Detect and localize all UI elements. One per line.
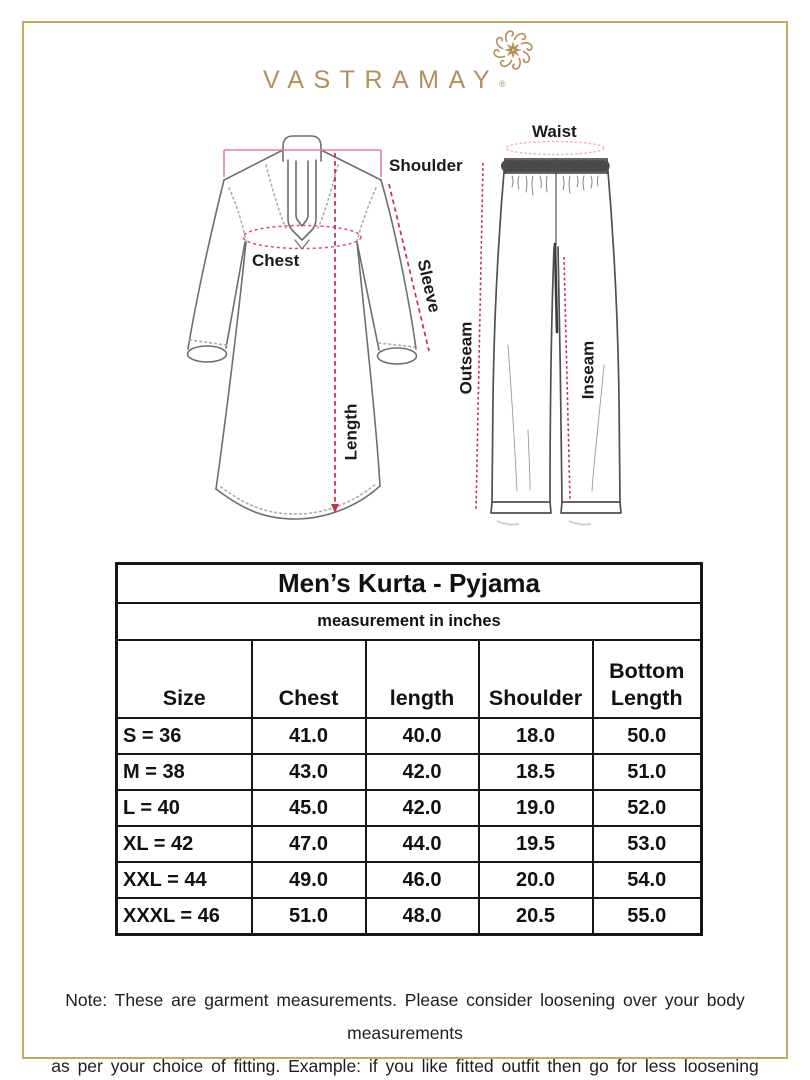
pyjama-left-leg-inner xyxy=(550,247,554,502)
column-header-size: Size xyxy=(117,640,252,718)
brand-wordmark: VASTRAMAY xyxy=(263,66,499,94)
value-cell: 42.0 xyxy=(366,790,479,826)
kurta-yoke-seam-left xyxy=(266,165,286,228)
pyjama-left-outline xyxy=(492,159,505,502)
value-cell: 53.0 xyxy=(593,826,702,862)
kurta-yoke-seam-right xyxy=(318,165,338,228)
diagram-labels xyxy=(252,122,598,460)
value-cell: 41.0 xyxy=(252,718,366,754)
size-cell: XXL = 44 xyxy=(117,862,252,898)
size-cell: XXXL = 46 xyxy=(117,898,252,935)
value-cell: 40.0 xyxy=(366,718,479,754)
kurta-right-sleeve-inner xyxy=(357,242,379,350)
pyjama-right-leg-inner xyxy=(558,247,562,502)
kurta-right-side-seam xyxy=(357,242,380,486)
column-header-shoulder: Shoulder xyxy=(479,640,593,718)
chest-measure-ellipse xyxy=(243,226,361,249)
kurta-outline xyxy=(188,136,417,519)
kurta-placket-inner xyxy=(296,161,308,226)
table-row xyxy=(117,862,702,898)
value-cell: 46.0 xyxy=(366,862,479,898)
table-row xyxy=(117,754,702,790)
value-cell: 20.5 xyxy=(479,898,593,935)
kurta-left-shoulder xyxy=(224,150,283,180)
pyjama-creases xyxy=(508,345,604,491)
kurta-right-cuff-stitch xyxy=(379,343,414,347)
pyjama-crotch-seam xyxy=(555,244,557,332)
table-row xyxy=(117,898,702,935)
value-cell: 19.0 xyxy=(479,790,593,826)
kurta-right-sleeve-outer xyxy=(381,180,416,349)
size-table-body xyxy=(117,718,702,935)
table-row xyxy=(117,826,702,862)
value-cell: 54.0 xyxy=(593,862,702,898)
column-header-chest: Chest xyxy=(252,640,366,718)
value-cell: 18.0 xyxy=(479,718,593,754)
waist-label: Waist xyxy=(532,122,577,141)
kurta-left-side-seam xyxy=(216,242,246,489)
value-cell: 55.0 xyxy=(593,898,702,935)
inseam-measure-line xyxy=(564,257,570,500)
note-text xyxy=(32,984,778,1080)
value-cell: 48.0 xyxy=(366,898,479,935)
value-cell: 45.0 xyxy=(252,790,366,826)
value-cell: 19.5 xyxy=(479,826,593,862)
waist-measure-ellipse xyxy=(506,142,604,155)
kurta-left-armhole-seam xyxy=(229,188,246,241)
ornament-curls xyxy=(493,30,534,71)
outseam-label: Outseam xyxy=(456,321,476,395)
sleeve-label: Sleeve xyxy=(413,257,445,315)
table-title-row xyxy=(117,564,702,604)
value-cell: 51.0 xyxy=(593,754,702,790)
kurta-left-cuff xyxy=(188,346,227,362)
kurta-right-armhole-seam xyxy=(357,188,376,241)
value-cell: 42.0 xyxy=(366,754,479,790)
kurta-measure-lines xyxy=(224,150,429,513)
table-row xyxy=(117,718,702,754)
note-line-1: Note: These are garment measurements. Please consider loosening over your body measurements xyxy=(65,990,745,1043)
value-cell: 49.0 xyxy=(252,862,366,898)
kurta-placket-outer xyxy=(288,160,316,240)
table-subtitle-row xyxy=(117,603,702,640)
column-header-length: length xyxy=(366,640,479,718)
column-header-bottom-length: Bottom Length xyxy=(593,640,702,718)
registered-trademark: ® xyxy=(499,79,506,89)
pyjama-right-cuff xyxy=(561,502,621,513)
pyjama-gathers xyxy=(512,176,598,195)
value-cell: 52.0 xyxy=(593,790,702,826)
kurta-hem xyxy=(216,486,380,519)
ornament-star-core xyxy=(504,41,522,59)
pyjama-outline xyxy=(491,159,621,513)
value-cell: 18.5 xyxy=(479,754,593,790)
size-cell: XL = 42 xyxy=(117,826,252,862)
length-arrowhead xyxy=(331,504,339,513)
shoulder-label: Shoulder xyxy=(389,156,463,175)
outseam-measure-line xyxy=(476,163,483,511)
value-cell: 50.0 xyxy=(593,718,702,754)
kurta-left-sleeve-outer xyxy=(188,180,224,349)
kurta-hem-stitch xyxy=(221,483,377,514)
kurta-stitch-details xyxy=(190,165,414,514)
value-cell: 44.0 xyxy=(366,826,479,862)
brand-logo xyxy=(0,0,810,115)
kurta-collar xyxy=(283,136,321,161)
kurta-left-cuff-stitch xyxy=(190,340,226,345)
size-cell: S = 36 xyxy=(117,718,252,754)
pyjama-hem-shadows xyxy=(497,521,591,525)
length-label: Length xyxy=(341,403,361,461)
value-cell: 51.0 xyxy=(252,898,366,935)
value-cell: 47.0 xyxy=(252,826,366,862)
pyjama-waistband xyxy=(505,159,607,173)
size-table xyxy=(115,562,703,936)
size-cell: L = 40 xyxy=(117,790,252,826)
kurta-placket-notch xyxy=(295,240,309,249)
pyjama-right-outline xyxy=(607,159,620,502)
value-cell: 43.0 xyxy=(252,754,366,790)
kurta-left-sleeve-inner xyxy=(226,242,245,348)
floral-star-icon xyxy=(489,26,537,74)
kurta-right-cuff xyxy=(378,348,417,364)
pyjama-measure-lines xyxy=(476,142,604,512)
shoulder-measure-line xyxy=(224,150,381,177)
table-row xyxy=(117,790,702,826)
size-table-header xyxy=(117,564,702,719)
table-subtitle: measurement in inches xyxy=(117,603,702,640)
table-column-header-row xyxy=(117,640,702,718)
value-cell: 20.0 xyxy=(479,862,593,898)
table-title: Men’s Kurta - Pyjama xyxy=(117,564,702,604)
note-line-2: as per your choice of fitting. Example: if you like fitted outfit then go for less loosening xyxy=(51,1056,759,1076)
pyjama-left-cuff xyxy=(491,502,551,513)
chest-label: Chest xyxy=(252,251,300,270)
size-cell: M = 38 xyxy=(117,754,252,790)
kurta-right-shoulder xyxy=(321,150,381,180)
inseam-label: Inseam xyxy=(578,340,598,400)
sleeve-measure-line xyxy=(389,184,429,351)
